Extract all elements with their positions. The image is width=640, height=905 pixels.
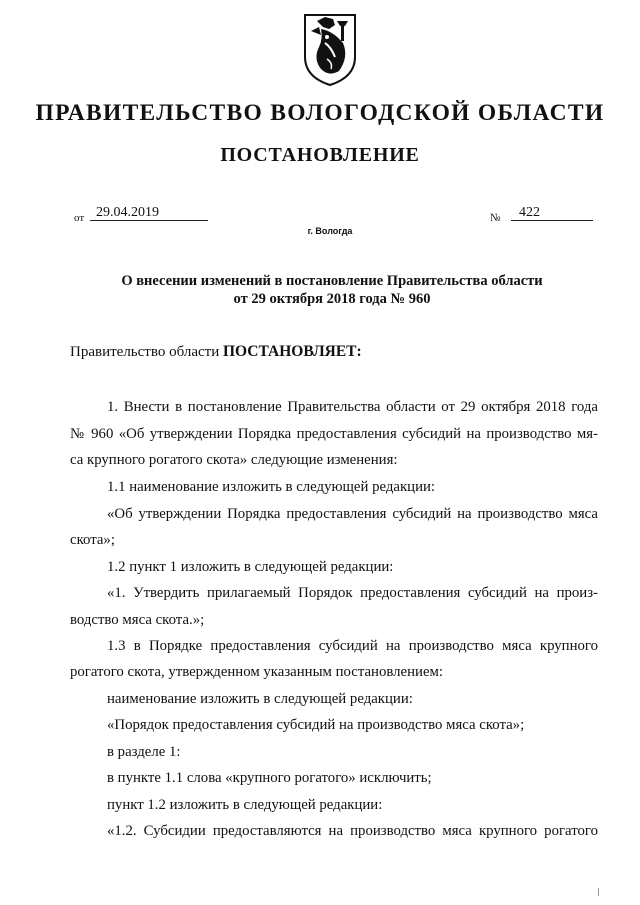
date-prefix: от [74, 212, 85, 224]
body-line: 1.2 пункт 1 изложить в следующей редакции: [107, 559, 394, 575]
body-line: 1.1 наименование изложить в следующей редакции: [107, 479, 436, 495]
preamble-keyword: ПОСТАНОВЛЯЕТ: [222, 343, 362, 360]
body-line: в пункте 1.1 слова «крупного рогатого» исключить; [107, 770, 432, 786]
government-title: ПРАВИТЕЛЬСТВО ВОЛОГОДСКОЙ ОБЛАСТИ [35, 100, 605, 126]
preamble [70, 343, 362, 361]
city: г. Вологда [307, 226, 353, 236]
body-line: «1.2. Субсидии предоставляются на производство мяса крупного рогатого [107, 823, 598, 839]
document-type: ПОСТАНОВЛЕНИЕ [220, 144, 420, 166]
document-date: 29.04.2019 [96, 205, 159, 220]
subject-line: О внесении изменений в постановление Правительства области [121, 273, 543, 289]
body-line: № 960 «Об утверждении Порядка предоставления субсидий на производство мя- [70, 426, 598, 442]
subject-line: от 29 октября 2018 года № 960 [233, 291, 431, 307]
body-line: «Порядок предоставления субсидий на производство мяса скота»; [107, 717, 525, 733]
body-line: 1.3 в Порядке предоставления субсидий на производство мяса крупного [107, 638, 598, 654]
scan-mark [598, 888, 599, 896]
body-line: наименование изложить в следующей редакции: [107, 691, 413, 707]
preamble-text: Правительство области [70, 344, 220, 360]
body-line: «Об утверждении Порядка предоставления субсидий на производство мяса [107, 506, 598, 522]
body-line: «1. Утвердить прилагаемый Порядок предоставления субсидий на произ- [107, 585, 598, 601]
body-line: 1. Внести в постановление Правительства области от 29 октября 2018 года [107, 399, 598, 415]
body-line: водство мяса скота.»; [70, 612, 205, 628]
body-line: пункт 1.2 изложить в следующей редакции: [107, 797, 383, 813]
body-line: рогатого скота, утвержденном указанным постановлением: [70, 664, 443, 680]
body-line: скота»; [70, 532, 115, 548]
body-line: са крупного рогатого скота» следующие изменения: [70, 452, 398, 468]
coat-of-arms-icon [299, 13, 361, 87]
document-number: 422 [519, 205, 540, 220]
body-line: в разделе 1: [107, 744, 181, 760]
number-prefix: № [490, 212, 501, 224]
